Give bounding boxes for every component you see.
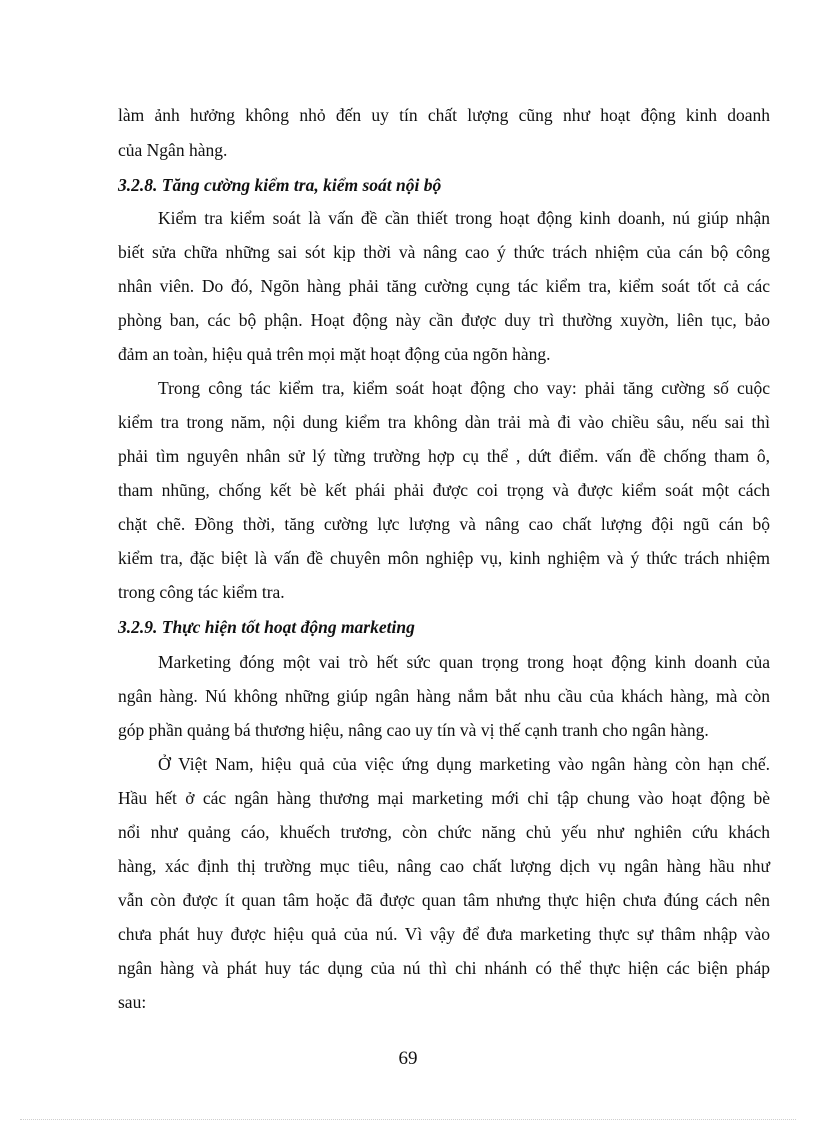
body-line: ngân hàng. Nú không những giúp ngân hàng nắm bắt nhu cầu của khách hàng, mà còn — [118, 686, 770, 706]
body-line: trong công tác kiểm tra. — [118, 582, 285, 602]
body-line: tham nhũng, chống kết bè kết phái phải được coi trọng và được kiểm soát một cách — [118, 480, 770, 500]
section-heading: 3.2.8. Tăng cường kiểm tra, kiểm soát nội bộ — [118, 175, 442, 195]
body-line: phải tìm nguyên nhân sử lý từng trường hợp cụ thể , dứt điểm. vấn đề chống tham ô, — [118, 446, 770, 466]
body-line: của Ngân hàng. — [118, 140, 228, 160]
body-line: sau: — [118, 992, 147, 1012]
body-line: đảm an toàn, hiệu quả trên mọi mặt hoạt động của ngõn hàng. — [118, 344, 551, 364]
body-line: làm ảnh hưởng không nhỏ đến uy tín chất lượng cũng như hoạt động kinh doanh — [118, 105, 770, 125]
body-line: phòng ban, các bộ phận. Hoạt động này cần được duy trì thường xuyờn, liên tục, bảo — [118, 310, 770, 330]
section-heading: 3.2.9. Thực hiện tốt hoạt động marketing — [118, 617, 415, 637]
body-line: Trong công tác kiểm tra, kiểm soát hoạt động cho vay: phải tăng cường số cuộc — [158, 378, 770, 398]
body-line: nhân viên. Do đó, Ngõn hàng phải tăng cường cụng tác kiểm tra, kiểm soát tốt cả các — [118, 276, 770, 296]
body-line: kiểm tra, đặc biệt là vấn đề chuyên môn nghiệp vụ, kinh nghiệm và ý thức trách nhiệm — [118, 548, 770, 568]
page-number: 69 — [398, 1048, 418, 1069]
body-line: chưa phát huy được hiệu quả của nú. Vì vậy để đưa marketing thực sự thâm nhập vào — [118, 924, 770, 944]
body-line: kiểm tra trong năm, nội dung kiểm tra không dàn trải mà đi vào chiều sâu, nếu sai thì — [118, 412, 770, 432]
body-line: Kiểm tra kiểm soát là vấn đề cần thiết trong hoạt động kinh doanh, nú giúp nhận — [158, 208, 770, 228]
body-line: nổi như quảng cáo, khuếch trương, còn chức năng chủ yếu như nghiên cứu khách — [118, 822, 770, 842]
body-line: Ở Việt Nam, hiệu quả của việc ứng dụng marketing vào ngân hàng còn hạn chế. — [158, 754, 770, 774]
body-line: vẫn còn được ít quan tâm hoặc đã được quan tâm nhưng thực hiện chưa đúng cách nên — [118, 890, 770, 910]
body-line: Marketing đóng một vai trò hết sức quan trọng trong hoạt động kinh doanh của — [158, 652, 770, 672]
body-line: góp phần quảng bá thương hiệu, nâng cao uy tín và vị thế cạnh tranh cho ngân hàng. — [118, 720, 709, 740]
body-line: ngân hàng và phát huy tác dụng của nú thì chi nhánh có thể thực hiện các biện pháp — [118, 958, 770, 978]
body-line: biết sửa chữa những sai sót kịp thời và nâng cao ý thức trách nhiệm của cán bộ công — [118, 242, 770, 262]
body-line: hàng, xác định thị trường mục tiêu, nâng cao chất lượng dịch vụ ngân hàng hầu như — [118, 856, 770, 876]
body-line: chặt chẽ. Đồng thời, tăng cường lực lượng và nâng cao chất lượng đội ngũ cán bộ — [118, 514, 770, 534]
footer-divider — [20, 1119, 796, 1120]
body-line: Hầu hết ở các ngân hàng thương mại marketing mới chỉ tập chung vào hoạt động bè — [118, 788, 770, 808]
